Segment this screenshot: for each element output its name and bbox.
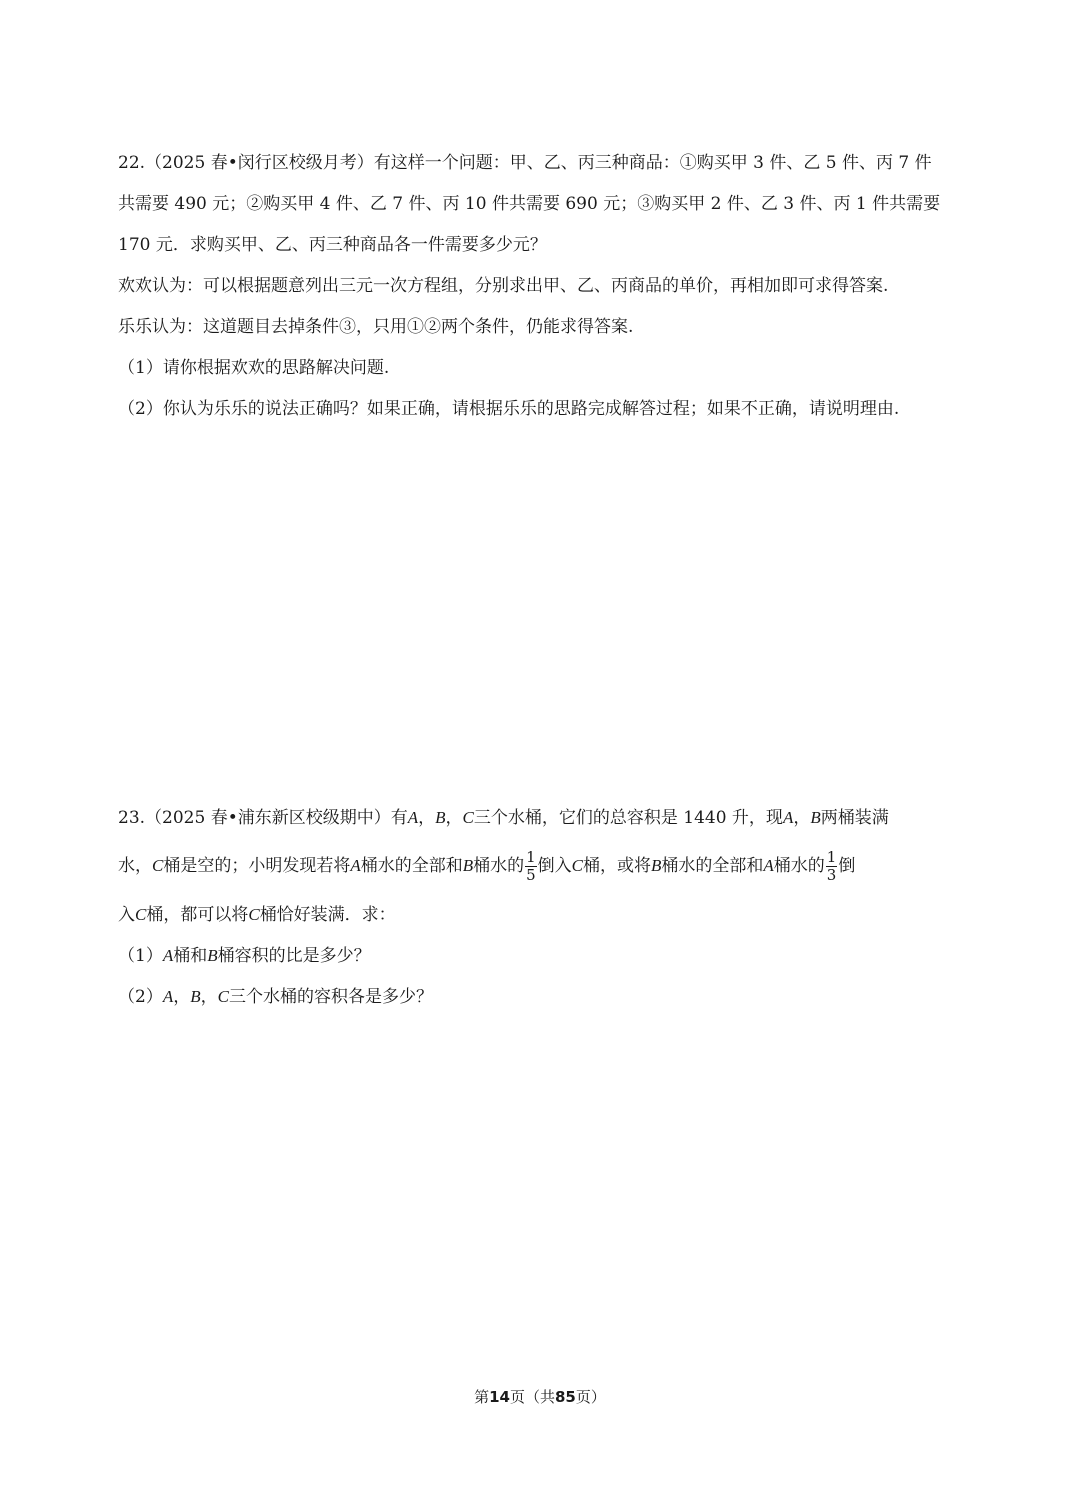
q23-text: 桶水的全部和 [360,856,463,876]
fraction-denominator: 5 [526,866,536,884]
q23-text: 桶，都可以将 [146,905,249,925]
var-b: B [810,808,821,827]
var-c: C [462,808,474,827]
q23-text: 两桶装满 [820,808,889,828]
q23-text: （1） [118,946,163,966]
var-c: C [152,856,164,875]
footer-text: 页） [575,1388,606,1406]
var-c: C [571,856,584,875]
q23-text: ， [793,808,811,828]
q22-subquestion-1: （1）请你根据欢欢的思路解决问题. [118,358,390,378]
var-a: A [763,856,774,875]
q23-text: 倒入 [537,856,572,876]
var-b: B [207,946,218,965]
q22-line-5: 乐乐认为：这道题目去掉条件③，只用①②两个条件，仍能求得答案. [118,317,634,337]
q23-subquestion-1 [118,944,371,968]
var-b: B [435,808,446,827]
q23-line-2 [118,846,855,886]
fraction-one-third [826,849,838,884]
var-a: A [407,808,419,827]
q23-text: 倒 [838,856,856,876]
var-b: B [651,856,662,875]
var-a: A [162,946,174,965]
q23-text: ， [200,987,218,1007]
var-b: B [462,856,474,875]
q22-line-2: 共需要 490 元；②购买甲 4 件、乙 7 件、丙 10 件共需要 690 元；③购买甲 2 件、乙 3 件、丙 1 件共需要 [118,194,941,214]
q23-text: ， [418,808,436,828]
fraction-numerator: 1 [826,848,837,866]
q23-text: 桶容积的比是多少？ [217,946,371,966]
var-c: C [135,905,147,924]
page-number: 14 [489,1388,510,1406]
q23-text: 入 [118,905,135,925]
q23-text: 三个水桶的容积各是多少？ [228,987,433,1007]
q23-text: 三个水桶，它们的总容积是 1440 升，现 [473,808,783,828]
var-a: A [782,808,794,827]
fraction-denominator: 3 [826,866,837,884]
q23-text: 桶水的全部和 [661,856,764,876]
q23-line-3 [118,903,396,927]
var-c: C [217,987,229,1006]
q23-text: 桶是空的；小明发现若将 [163,856,351,876]
var-a: A [350,856,361,875]
q23-text: 桶恰好装满．求： [259,905,396,925]
page-footer [0,1386,1080,1407]
q23-text: ， [173,987,191,1007]
var-a: A [162,987,174,1006]
q23-text: 桶水的 [773,856,825,876]
q23-line-1 [118,806,889,830]
fraction-numerator: 1 [526,848,536,866]
footer-text: 第 [474,1388,490,1406]
q22-subquestion-2: （2）你认为乐乐的说法正确吗？如果正确，请根据乐乐的思路完成解答过程；如果不正确，请说明理由. [118,399,900,419]
var-b: B [190,987,201,1006]
total-pages: 85 [555,1388,576,1406]
fraction-one-fifth [525,849,537,884]
q23-text: 桶水的 [473,856,525,876]
q23-text: ， [445,808,463,828]
q23-text: 桶，或将 [583,856,652,876]
q22-line-4: 欢欢认为：可以根据题意列出三元一次方程组，分别求出甲、乙、丙商品的单价，再相加即可求得答案. [118,276,889,296]
q23-text: 桶和 [173,946,208,966]
q23-text: 水， [118,856,152,876]
q23-subquestion-2 [118,985,433,1009]
q23-text: 23.（2025 春•浦东新区校级期中）有 [118,808,408,828]
var-c: C [248,905,260,924]
q22-line-3: 170 元．求购买甲、乙、丙三种商品各一件需要多少元？ [118,235,547,255]
q23-text: （2） [118,987,163,1007]
footer-text: 页（共 [509,1388,555,1406]
q22-line-1: 22.（2025 春•闵行区校级月考）有这样一个问题：甲、乙、丙三种商品：①购买甲 3 件、乙 5 件、丙 7 件 [118,153,932,173]
